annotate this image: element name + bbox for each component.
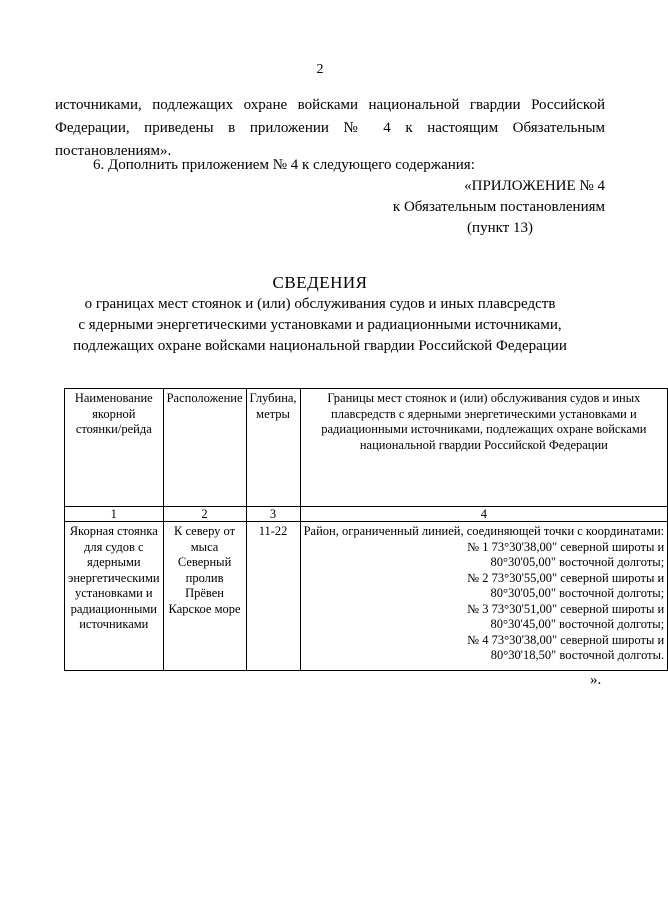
point-latitude: № 3 73°30'51,00" северной широты и — [467, 601, 665, 616]
cell-location: К северу от мыса Северный пролив Прёвен Карское море — [163, 522, 246, 671]
page-number: 2 — [316, 62, 324, 77]
header-location: Расположение — [163, 389, 246, 507]
point-latitude: № 1 73°30'38,00" северной широты и — [467, 539, 665, 554]
document-subtitle-line: подлежащих охране войсками национальной гвардии Российской Федерации — [73, 338, 567, 354]
point-latitude: № 4 73°30'38,00" северной широты и — [467, 632, 665, 647]
document-title-block — [40, 272, 600, 357]
header-name: Наименование якорной стоянки/рейда — [65, 389, 164, 507]
table-number-row — [65, 507, 668, 522]
anchorage-table — [64, 388, 668, 671]
header-boundaries: Границы мест стоянок и (или) обслуживания судов и иных плавсредств с ядерными энергетическими установками и радиационными источниками, подлежащих охране войсками национальной гвардии Российской Федерации — [300, 389, 668, 507]
appendix-title: «ПРИЛОЖЕНИЕ № 4 — [464, 178, 605, 194]
paragraph-line: Федерации, приведены в приложении № 4 к настоящим Обязательным — [55, 120, 605, 136]
closing-quote: ». — [590, 672, 602, 688]
column-number: 1 — [65, 507, 164, 522]
cell-boundaries — [300, 522, 668, 671]
paragraph-item-6: 6. Дополнить приложением № 4 к следующего содержания: — [93, 157, 475, 173]
cell-depth: 11-22 — [246, 522, 300, 671]
document-heading: СВЕДЕНИЯ — [272, 273, 368, 292]
header-depth: Глубина, метры — [246, 389, 300, 507]
boundaries-intro: Район, ограниченный линией, соединяющей точки с координатами: — [303, 524, 665, 538]
appendix-clause: (пункт 13) — [467, 220, 533, 236]
document-subtitle-line: с ядерными энергетическими установками и радиационными источниками, — [78, 317, 562, 333]
column-number: 4 — [300, 507, 668, 522]
table-header-row — [65, 389, 668, 507]
point-latitude: № 2 73°30'55,00" северной широты и — [467, 570, 665, 585]
point-longitude: 80°30'18,50" восточной долготы. — [490, 648, 665, 662]
column-number: 3 — [246, 507, 300, 522]
paragraph-line: постановлениям». — [55, 143, 172, 159]
document-subtitle-line: о границах мест стоянок и (или) обслуживания судов и иных плавсредств — [84, 296, 556, 312]
point-longitude: 80°30'05,00" восточной долготы; — [490, 555, 665, 569]
appendix-header — [393, 176, 605, 239]
paragraph-line: источниками, подлежащих охране войсками национальной гвардии Российской — [55, 97, 605, 113]
table-row — [65, 522, 668, 671]
column-number: 2 — [163, 507, 246, 522]
cell-name: Якорная стоянка для судов с ядерными энергетическими установками и радиационными источниками — [65, 522, 164, 671]
paragraph-continuation — [55, 94, 605, 163]
appendix-reference: к Обязательным постановлениям — [392, 199, 605, 215]
point-longitude: 80°30'45,00" восточной долготы; — [490, 617, 665, 631]
point-longitude: 80°30'05,00" восточной долготы; — [490, 586, 665, 600]
